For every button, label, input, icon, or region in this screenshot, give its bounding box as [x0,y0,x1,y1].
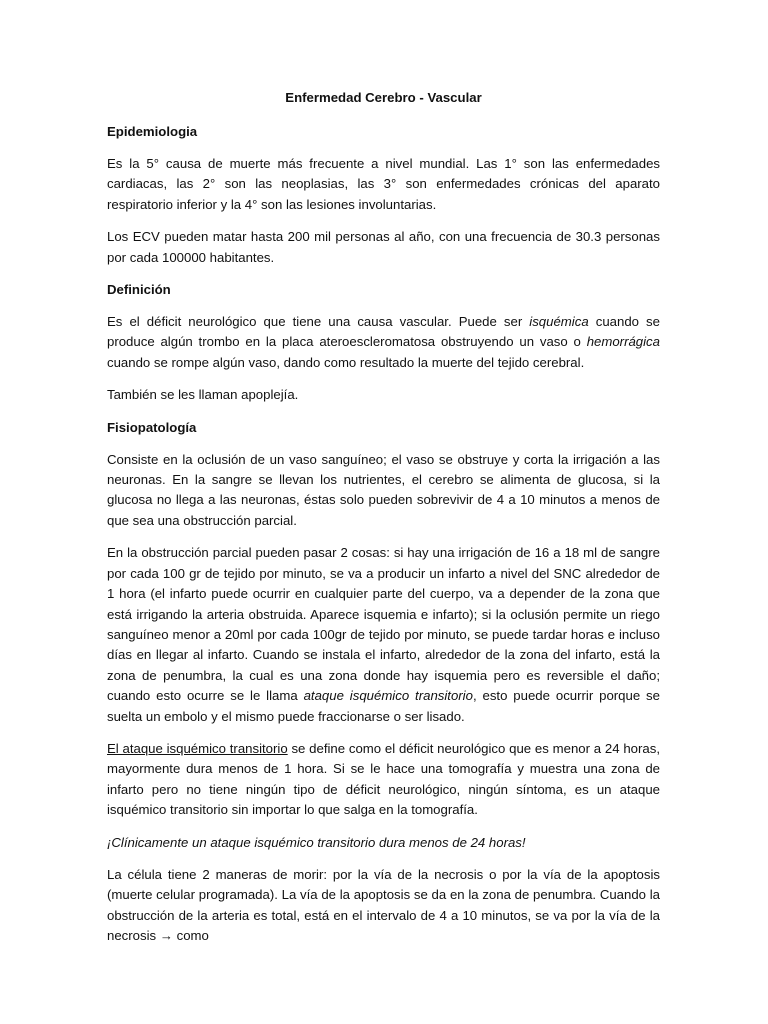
italic-term-hemorragica: hemorrágica [586,334,660,350]
paragraph-definicion-2: También se les llaman apoplejía. [107,387,299,403]
text-span: Es el déficit neurológico que tiene una causa vascular. Puede ser [107,314,530,330]
text-span: se define como el déficit neurológico que es menor a 24 horas, mayormente dura menos de 1 hora. Si se le hace una tomografía y muestra una zona de infarto pero no tiene ningún tipo de déficit neurológico, ningún síntoma, es un ataque isquémico transitorio sin importar lo que salga en la tomografía. [107,740,660,818]
text-span: cuando se rompe algún vaso, dando como resultado la muerte del tejido cerebral. [107,354,585,370]
paragraph-epidemiologia-1: Es la 5° causa de muerte más frecuente a nivel mundial. Las 1° son las enfermedades cardiacas, las 2° son las neoplasias, las 3° son enfermedades crónicas del aparato respiratorio inferior y la 4° son las lesiones involuntarias. [107,156,660,212]
italic-term-ait: ataque isquémico transitorio [303,688,473,704]
heading-fisiopatologia: Fisiopatología [107,419,197,435]
document-title: Enfermedad Cerebro - Vascular [285,90,482,105]
paragraph-definicion-1 [107,312,660,373]
text-span: , esto puede ocurrir porque se suelta un embolo y el mismo puede fraccionarse o ser lisado. [107,688,660,724]
paragraph-epidemiologia-2: Los ECV pueden matar hasta 200 mil personas al año, con una frecuencia de 30.3 personas por cada 100000 habitantes. [107,229,660,265]
italic-term-isquemica: isquémica [529,314,589,330]
paragraph-fisiopatologia-1: Consiste en la oclusión de un vaso sanguíneo; el vaso se obstruye y corta la irrigación a las neuronas. En la sangre se llevan los nutrientes, el cerebro se alimenta de glucosa, si la glucosa no llega a las neuronas, éstas solo pueden sobrevivir de 4 a 10 minutos a menos de que sea una obstrucción parcial. [107,451,660,528]
text-span: cuando se produce algún trombo en la placa ateroescleromatosa obstruyendo un vaso o [107,314,660,350]
text-span: En la obstrucción parcial pueden pasar 2 cosas: si hay una irrigación de 16 a 18 ml de sangre por cada 100 gr de tejido por minuto, se va a producir un infarto a nivel del SNC alrededor de 1 hora (el infarto puede ocurrir en cualquier parte del cuerpo, va a depender de la zona que está irrigando la arteria obstruida. Aparece isquemia e infarto); si la oclusión permite un riego sanguíneo menor a 20ml por cada 100gr de tejido por minuto, se puede tardar horas e incluso días en llegar al infarto. Cuando se instala el infarto, alrededor de la zona del infarto, está la zona de penumbra, la cual es una zona donde hay isquemia pero es reversible el daño; cuando esto ocurre se le llama [107,545,660,704]
heading-definicion: Definición [107,282,171,298]
paragraph-fisiopatologia-5: La célula tiene 2 maneras de morir: por la vía de la necrosis o por la vía de la apoptosis (muerte celular programada). La vía de la apoptosis se da en la zona de penumbra. Cuando la obstrucción de la arteria es total, está en el intervalo de 4 a 10 minutos, se va por la vía de la necrosis → como [107,866,660,944]
underlined-term-ait: El ataque isquémico transitorio [107,740,288,756]
heading-epidemiologia: Epidemiologia [107,124,198,139]
paragraph-fisiopatologia-note: ¡Clínicamente un ataque isquémico transitorio dura menos de 24 horas! [107,834,526,850]
paragraph-fisiopatologia-2 [107,543,660,727]
paragraph-fisiopatologia-3 [107,739,660,821]
